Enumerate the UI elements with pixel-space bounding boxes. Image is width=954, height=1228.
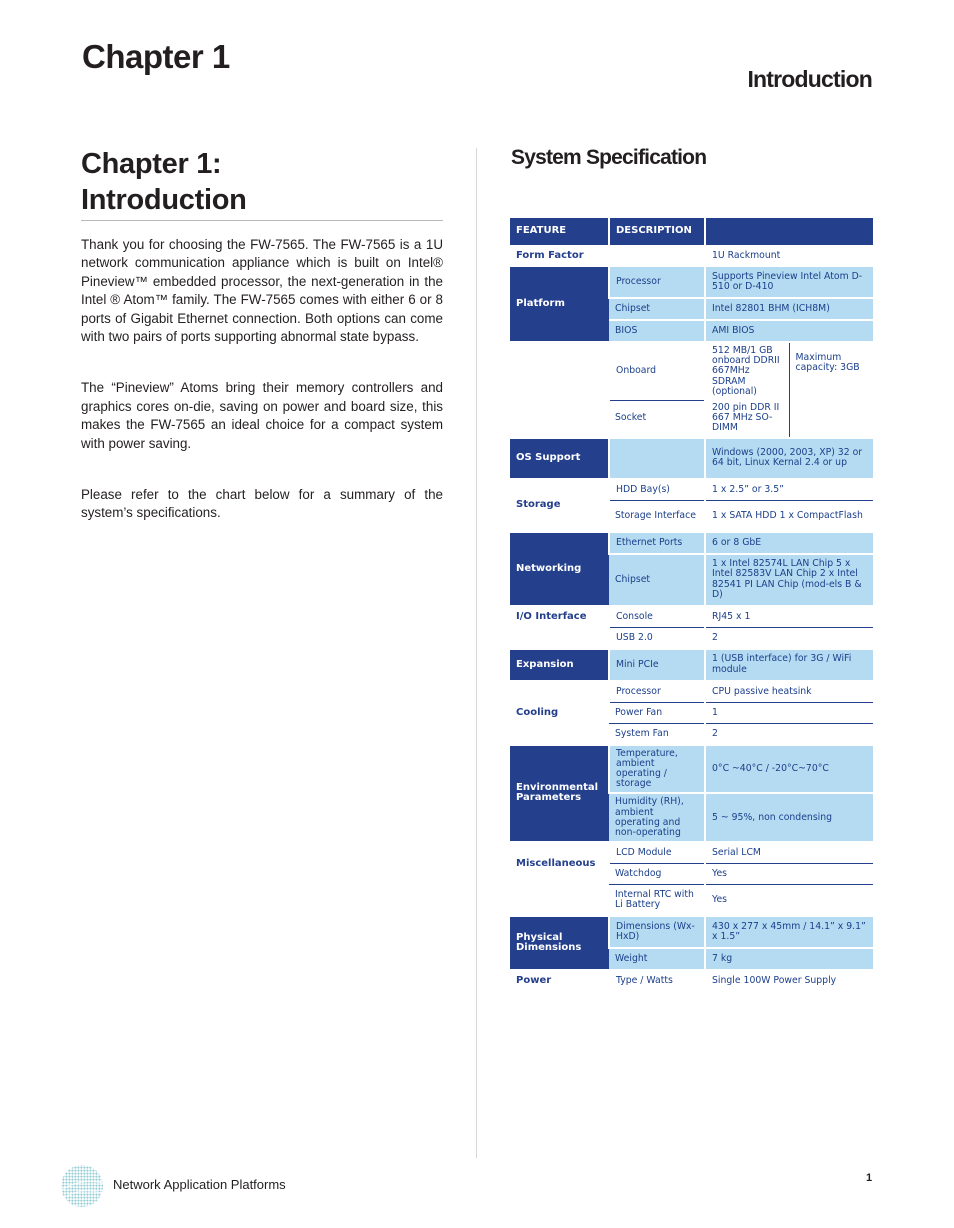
table-row	[510, 267, 873, 298]
table-row	[510, 842, 873, 864]
memory-onboard-value: 512 MB/1 GB onboard DDRII 667MHz SDRAM (optional)	[705, 342, 789, 400]
feature-os-support: OS Support	[510, 438, 609, 479]
platform-processor-value: Supports Pineview Intel Atom D-510 or D-410	[705, 267, 873, 298]
table-row	[510, 627, 873, 649]
env-temperature-value: 0°C ~40°C / -20°C~70°C	[705, 745, 873, 794]
table-header-row	[510, 218, 873, 245]
table-row	[510, 606, 873, 628]
misc-lcd-name: LCD Module	[609, 842, 705, 864]
platform-chipset-value: Intel 82801 BHM (ICH8M)	[705, 298, 873, 320]
cooling-processor-name: Processor	[609, 681, 705, 703]
table-row	[510, 681, 873, 703]
cooling-power-fan-value: 1	[705, 702, 873, 723]
platform-bios-name: BIOS	[609, 320, 705, 342]
table-row	[510, 532, 873, 554]
feature-expansion: Expansion	[510, 649, 609, 681]
cooling-system-fan-value: 2	[705, 723, 873, 745]
intro-title	[81, 146, 443, 221]
io-usb-name: USB 2.0	[609, 627, 705, 649]
io-blank	[510, 627, 609, 649]
platform-processor-name: Processor	[609, 267, 705, 298]
physical-weight-name: Weight	[609, 948, 705, 970]
intro-title-line1: Chapter 1:	[81, 148, 222, 180]
cooling-processor-value: CPU passive heatsink	[705, 681, 873, 703]
feature-header: FEATURE	[510, 218, 609, 245]
os-value: Windows (2000, 2003, XP) 32 or 64 bit, Linux Kernal 2.4 or up	[705, 438, 873, 479]
form-factor-blank	[609, 245, 705, 267]
globe-logo-icon	[59, 1163, 105, 1209]
physical-dimensions-value: 430 x 277 x 45mm / 14.1” x 9.1” x 1.5”	[705, 916, 873, 948]
env-temperature-name: Temperature, ambient operating / storage	[609, 745, 705, 794]
footer-text: Network Application Platforms	[113, 1177, 286, 1192]
storage-hdd-name: HDD Bay(s)	[609, 479, 705, 501]
table-row	[510, 342, 873, 400]
feature-environmental: Environmental Parameters	[510, 745, 609, 843]
intro-paragraph: Thank you for choosing the FW-7565. The FW-7565 is a 1U network communication appliance which is built on Intel® Pineview™ embedded processor, the next-generation in the Intel ® Atom™ family. The FW-7565 comes with either 6 or 8 ports of Gigabit Ethernet connection. Both options can come with two pairs of ports supporting abnormal state bypass.	[81, 237, 443, 345]
misc-rtc-name: Internal RTC with Li Battery	[609, 885, 705, 917]
env-humidity-value: 5 ~ 95%, non condensing	[705, 793, 873, 842]
misc-lcd-value: Serial LCM	[705, 842, 873, 864]
refer-paragraph: Please refer to the chart below for a summary of the system’s specifications.	[81, 487, 443, 521]
cooling-power-fan-name: Power Fan	[609, 702, 705, 723]
cooling-system-fan-name: System Fan	[609, 723, 705, 745]
storage-hdd-value: 1 x 2.5” or 3.5”	[705, 479, 873, 501]
misc-watchdog-name: Watchdog	[609, 864, 705, 885]
header-blank	[705, 218, 873, 245]
table-row	[510, 970, 873, 991]
power-value: Single 100W Power Supply	[705, 970, 873, 991]
os-blank	[609, 438, 705, 479]
io-console-value: RJ45 x 1	[705, 606, 873, 628]
intro-title-line2: Introduction	[81, 184, 247, 216]
table-row	[510, 245, 873, 267]
table-row	[510, 745, 873, 794]
expansion-name: Mini PCIe	[609, 649, 705, 681]
power-name: Type / Watts	[609, 970, 705, 991]
networking-chipset-value: 1 x Intel 82574L LAN Chip 5 x Intel 82583V LAN Chip 2 x Intel 82541 PI LAN Chip (mod-els B & D)	[705, 554, 873, 606]
form-factor-value: 1U Rackmount	[705, 245, 873, 267]
platform-chipset-name: Chipset	[609, 298, 705, 320]
table-row	[510, 479, 873, 501]
io-console-name: Console	[609, 606, 705, 628]
misc-rtc-value: Yes	[705, 885, 873, 917]
feature-io-interface: I/O Interface	[510, 606, 609, 628]
table-row	[510, 438, 873, 479]
feature-storage: Storage	[510, 479, 609, 532]
feature-platform: Platform	[510, 267, 609, 342]
feature-form-factor: Form Factor	[510, 245, 609, 267]
table-row	[510, 916, 873, 948]
memory-onboard-name: Onboard	[609, 342, 705, 400]
feature-miscellaneous: Miscellaneous	[510, 842, 609, 916]
column-divider	[476, 148, 477, 1158]
storage-interface-value: 1 x SATA HDD 1 x CompactFlash	[705, 500, 873, 532]
misc-watchdog-value: Yes	[705, 864, 873, 885]
memory-max-capacity: Maximum capacity: 3GB	[789, 342, 873, 438]
feature-networking: Networking	[510, 532, 609, 606]
section-heading: Introduction	[747, 66, 872, 92]
platform-bios-value: AMI BIOS	[705, 320, 873, 342]
table-row	[510, 649, 873, 681]
spec-title: System Specification	[511, 146, 707, 169]
memory-feature-blank	[510, 342, 609, 438]
pineview-paragraph: The “Pineview” Atoms bring their memory controllers and graphics cores on-die, saving on power and board size, this makes the FW-7565 an ideal choice for a compact system with power saving.	[81, 380, 443, 451]
expansion-value: 1 (USB interface) for 3G / WiFi module	[705, 649, 873, 681]
physical-dimensions-name: Dimensions (Wx-HxD)	[609, 916, 705, 948]
networking-ports-value: 6 or 8 GbE	[705, 532, 873, 554]
memory-socket-value: 200 pin DDR II 667 MHz SO-DIMM	[705, 400, 789, 438]
feature-power: Power	[510, 970, 609, 991]
env-humidity-name: Humidity (RH), ambient operating and non-operating	[609, 793, 705, 842]
networking-ports-name: Ethernet Ports	[609, 532, 705, 554]
storage-interface-name: Storage Interface	[609, 500, 705, 532]
physical-weight-value: 7 kg	[705, 948, 873, 970]
spec-table	[510, 218, 873, 991]
chapter-heading: Chapter 1	[82, 38, 230, 75]
feature-cooling: Cooling	[510, 681, 609, 745]
page-number: 1	[866, 1172, 873, 1184]
networking-chipset-name: Chipset	[609, 554, 705, 606]
intro-column	[81, 146, 443, 523]
feature-physical: Physical Dimensions	[510, 916, 609, 970]
memory-socket-name: Socket	[609, 400, 705, 438]
description-header: DESCRIPTION	[609, 218, 705, 245]
io-usb-value: 2	[705, 627, 873, 649]
